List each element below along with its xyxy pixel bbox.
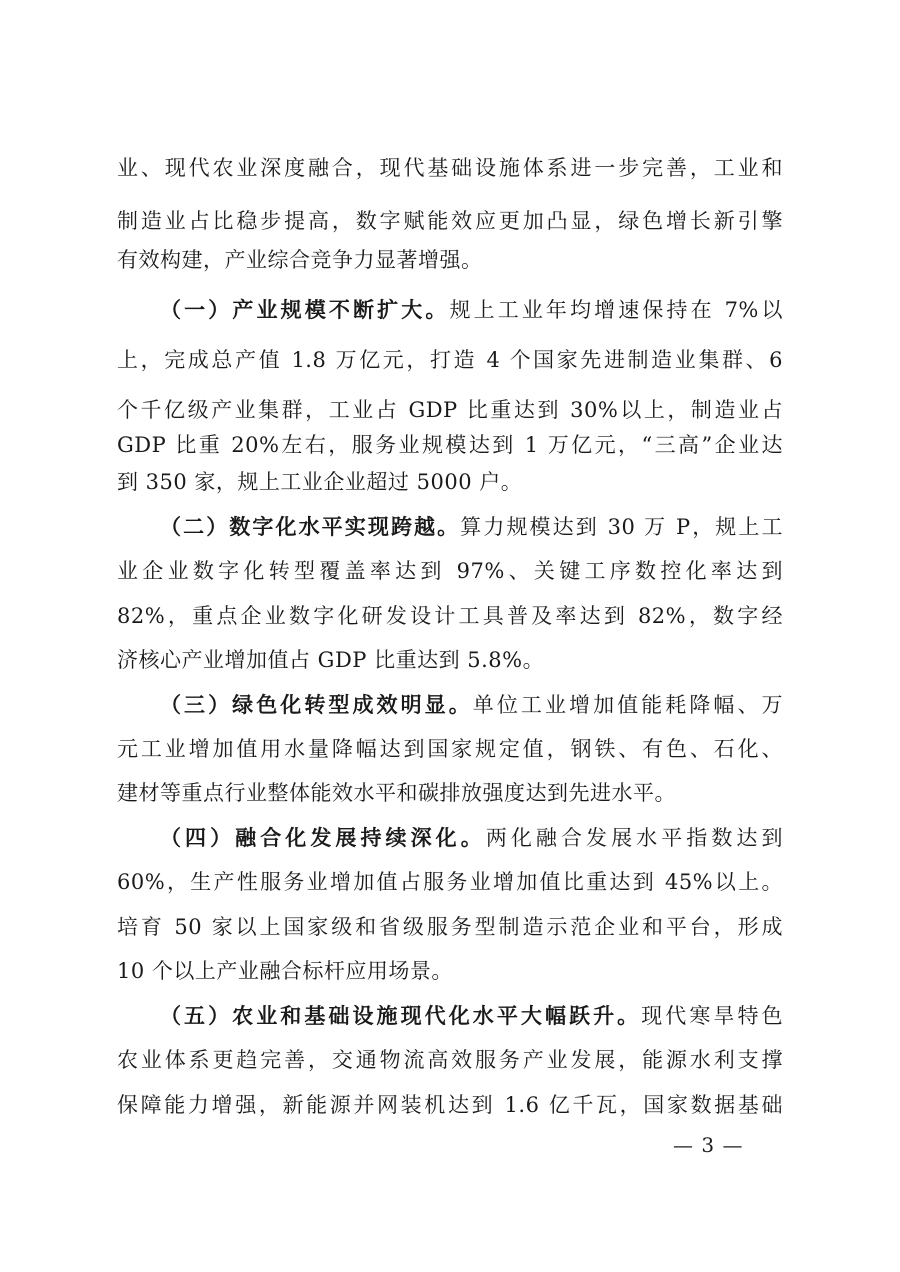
paragraph-line: 元工业增加值用水量降幅达到国家规定值，钢铁、有色、石化、 — [117, 737, 783, 761]
paragraph-line: 82%，重点企业数字化研发设计工具普及率达到 82%，数字经 — [117, 604, 783, 628]
paragraph-line: 培育 50 家以上国家级和省级服务型制造示范企业和平台，形成 — [117, 915, 783, 939]
paragraph-first-line — [160, 690, 783, 720]
section-heading: （一）产业规模不断扩大。 — [160, 297, 450, 322]
section-heading: （二）数字化水平实现跨越。 — [160, 514, 461, 539]
paragraph-line: 有效构建，产业综合竞争力显著增强。 — [117, 248, 483, 272]
paragraph-line: GDP 比重 20%左右，服务业规模达到 1 万亿元，“三高”企业达 — [117, 433, 783, 457]
paragraph-line: 保障能力增强，新能源并网装机达到 1.6 亿千瓦，国家数据基础 — [117, 1093, 783, 1117]
paragraph-line: 制造业占比稳步提高，数字赋能效应更加凸显，绿色增长新引擎 — [117, 209, 783, 233]
paragraph-line: 60%，生产性服务业增加值占服务业增加值比重达到 45%以上。 — [117, 870, 783, 894]
paragraph-line: 农业体系更趋完善，交通物流高效服务产业发展，能源水利支撑 — [117, 1048, 783, 1072]
paragraph-first-line — [160, 512, 783, 542]
paragraph-first-line — [160, 823, 783, 853]
paragraph-text: 现代寒旱特色 — [641, 1004, 784, 1028]
paragraph-first-line — [160, 295, 783, 325]
paragraph-text: 规上工业年均增速保持在 7%以 — [449, 298, 784, 322]
paragraph-line: 业企业数字化转型覆盖率达到 97%、关键工序数控化率达到 — [117, 559, 783, 583]
paragraph-line: 个千亿级产业集群，工业占 GDP 比重达到 30%以上，制造业占 — [117, 398, 783, 422]
paragraph-line: 建材等重点行业整体能效水平和碳排放强度达到先进水平。 — [117, 781, 676, 805]
section-heading: （五）农业和基础设施现代化水平大幅跃升。 — [160, 1003, 642, 1028]
paragraph-line: 10 个以上产业融合标杆应用场景。 — [117, 959, 453, 983]
paragraph-line: 到 350 家，规上工业企业超过 5000 户。 — [117, 470, 523, 494]
page-number: — 3 — — [673, 1133, 744, 1157]
paragraph-line: 业、现代农业深度融合，现代基础设施体系进一步完善，工业和 — [117, 156, 783, 180]
paragraph-line: 济核心产业增加值占 GDP 比重达到 5.8%。 — [117, 648, 545, 672]
paragraph-first-line — [160, 1001, 783, 1031]
paragraph-text: 算力规模达到 30 万 P，规上工 — [460, 515, 783, 539]
paragraph-text: 单位工业增加值能耗降幅、万 — [472, 693, 784, 717]
paragraph-line: 上，完成总产值 1.8 万亿元，打造 4 个国家先进制造业集群、6 — [117, 348, 783, 372]
section-heading: （三）绿色化转型成效明显。 — [160, 692, 473, 717]
section-heading: （四）融合化发展持续深化。 — [160, 825, 486, 850]
paragraph-text: 两化融合发展水平指数达到 — [485, 826, 783, 850]
